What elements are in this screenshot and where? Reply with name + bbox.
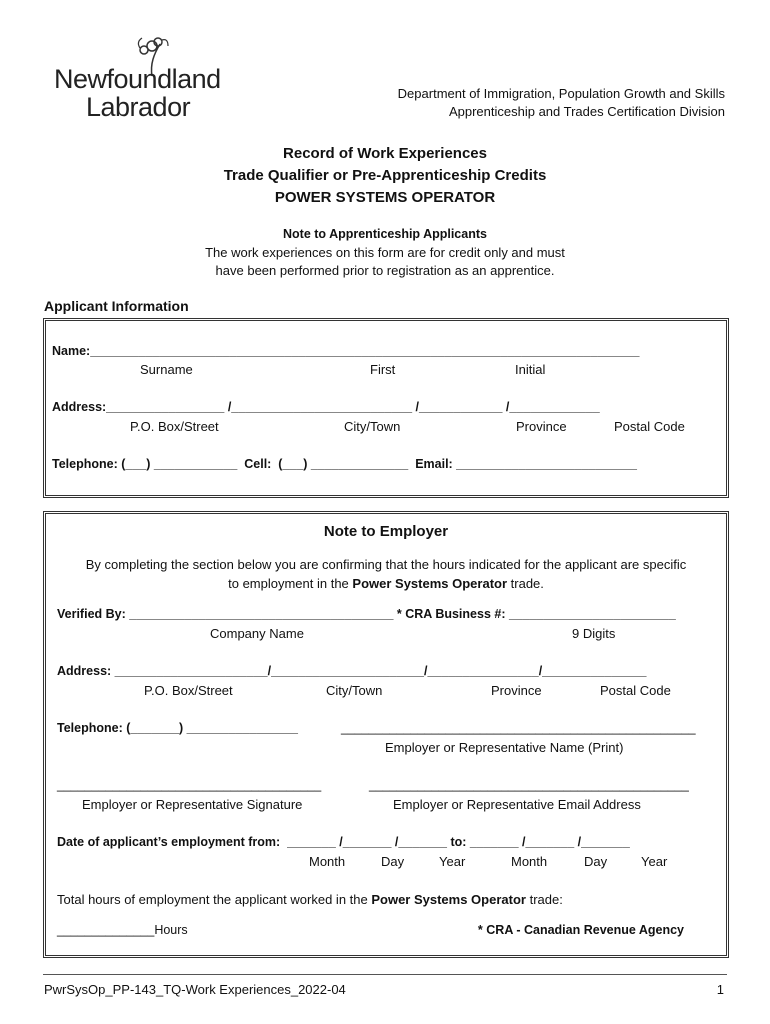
title-line3: POWER SYSTEMS OPERATOR	[274, 189, 496, 206]
postal-label: Postal Code	[614, 419, 685, 434]
intro2-end: trade.	[507, 576, 544, 591]
cra-note: * CRA - Canadian Revenue Agency	[477, 923, 684, 937]
employer-pobox-label: P.O. Box/Street	[144, 683, 233, 698]
verified-by-field[interactable]: Verified By: ______________________________________ * CRA Business #: ________________________	[57, 607, 676, 621]
from-month-label: Month	[309, 854, 346, 869]
form-id: PwrSysOp_PP-143_TQ-Work Experiences_2022-04	[44, 982, 346, 997]
total-hours-trade: Power Systems Operator	[371, 892, 526, 907]
note-applicants-line2: have been performed prior to registration as an apprentice.	[215, 263, 555, 278]
total-hours-end: trade:	[525, 892, 563, 907]
applicant-phone-field[interactable]: Telephone: (___) ____________ Cell: (___) ______________ Email: __________________________	[52, 457, 637, 471]
hours-field[interactable]: ______________Hours	[57, 923, 188, 937]
surname-label: Surname	[140, 362, 193, 377]
page-number: 1	[716, 982, 724, 997]
applicant-address-field[interactable]: Address:_________________ /__________________________ /____________ /_____________	[52, 400, 600, 414]
intro2-trade: Power Systems Operator	[352, 576, 508, 591]
logo-line1: Newfoundland	[54, 64, 221, 94]
company-name-label: Company Name	[210, 626, 304, 641]
employment-dates-field[interactable]: Date of applicant’s employment from: _______ /_______ /_______ to: _______ /_______ /_______	[57, 835, 630, 849]
to-year-label: Year	[641, 854, 668, 869]
rep-signature-label: Employer or Representative Signature	[82, 797, 303, 812]
employer-phone-field[interactable]: Telephone: (_______) ________________	[57, 721, 298, 735]
employer-postal-label: Postal Code	[600, 683, 671, 698]
to-day-label: Day	[584, 854, 608, 869]
rep-name-field[interactable]: ___________________________________________________	[341, 721, 696, 735]
rep-email-field[interactable]: ______________________________________________	[369, 778, 689, 792]
logo	[54, 36, 234, 126]
employer-province-label: Province	[491, 683, 542, 698]
note-applicants-heading: Note to Apprenticeship Applicants	[283, 227, 487, 241]
first-label: First	[370, 362, 396, 377]
to-month-label: Month	[511, 854, 548, 869]
dept-line1: Department of Immigration, Population Growth and Skills	[397, 86, 725, 101]
total-hours-text	[57, 892, 563, 907]
total-hours-lead: Total hours of employment the applicant worked in the	[57, 892, 372, 907]
province-label: Province	[516, 419, 567, 434]
title-line1: Record of Work Experiences	[283, 145, 487, 162]
employer-city-label: City/Town	[326, 683, 383, 698]
intro2-text: to employment in the	[228, 576, 353, 591]
city-label: City/Town	[344, 419, 401, 434]
rep-name-label: Employer or Representative Name (Print)	[385, 740, 624, 755]
rep-email-label: Employer or Representative Email Address	[393, 797, 641, 812]
initial-label: Initial	[515, 362, 546, 377]
from-day-label: Day	[381, 854, 405, 869]
pobox-label: P.O. Box/Street	[130, 419, 219, 434]
applicant-name-field[interactable]: Name:_______________________________________________________________________________	[52, 344, 640, 358]
footer-divider	[43, 974, 727, 975]
employer-address-field[interactable]: Address: ______________________/______________________/________________/_______________	[57, 664, 647, 678]
rep-signature-field[interactable]: ______________________________________	[57, 778, 322, 792]
dept-line2: Apprenticeship and Trades Certification Division	[448, 104, 725, 119]
title-line2: Trade Qualifier or Pre-Apprenticeship Credits	[223, 167, 547, 184]
employer-intro2	[43, 576, 729, 591]
employer-heading: Note to Employer	[323, 523, 449, 540]
employer-intro1: By completing the section below you are confirming that the hours indicated for the applicant are specific	[85, 557, 687, 572]
applicant-section-label: Applicant Information	[44, 298, 189, 314]
logo-line2: Labrador	[86, 92, 191, 122]
from-year-label: Year	[439, 854, 466, 869]
note-applicants-line1: The work experiences on this form are for credit only and must	[205, 245, 565, 260]
nine-digits-label: 9 Digits	[572, 626, 616, 641]
